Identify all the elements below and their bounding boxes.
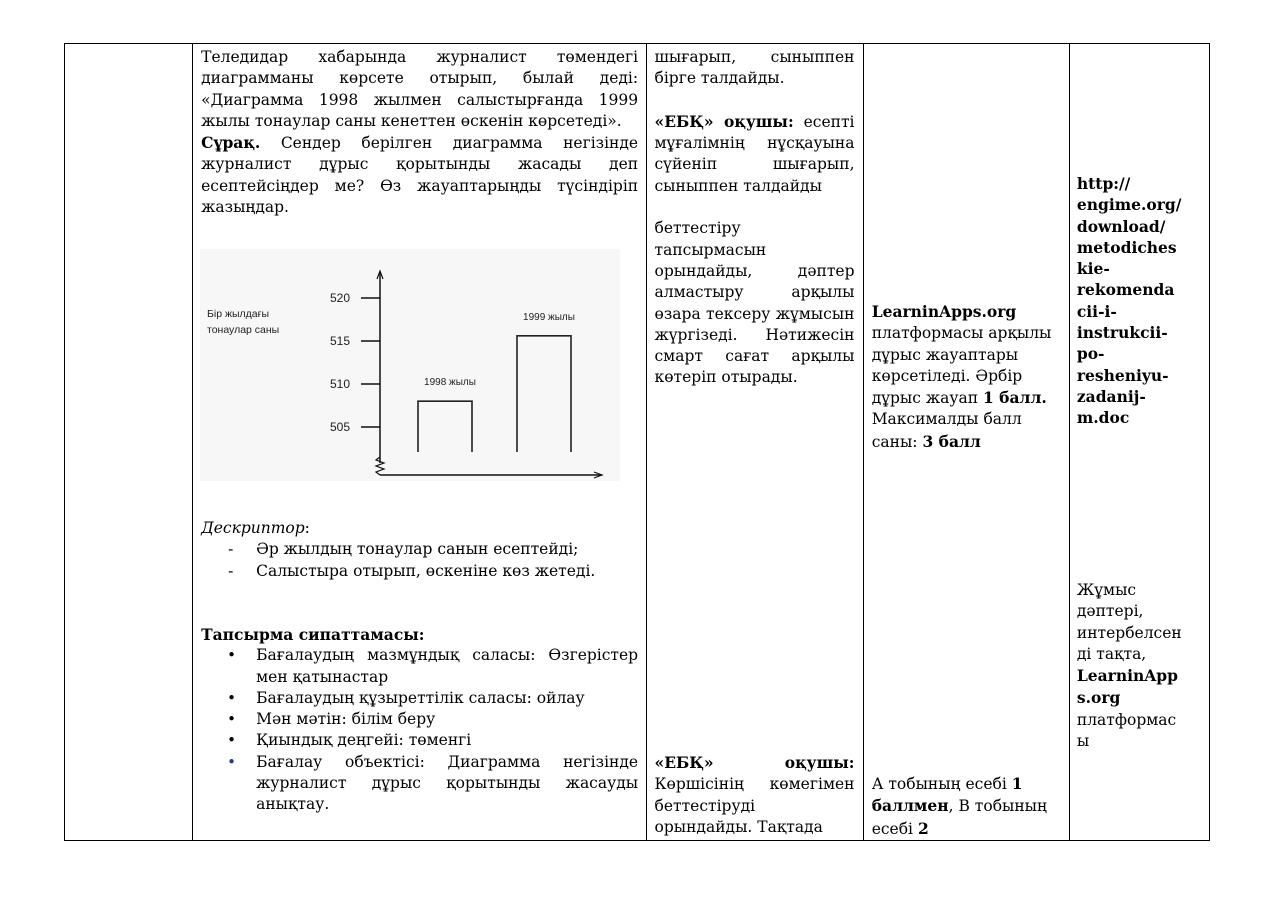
- student-p2: [655, 111, 855, 197]
- chart-ylabel-line-2: тонаулар саны: [207, 324, 280, 336]
- group-b-text: , В тобының есебі: [871, 797, 1047, 838]
- assessment-point: 1 балл.: [982, 388, 1047, 408]
- descriptor-block: [201, 518, 638, 582]
- dash-marker: -: [228, 540, 234, 559]
- bullet-marker: •: [227, 731, 236, 750]
- student-activity-cell: [646, 44, 863, 841]
- assessment-max-score: 3 балл: [922, 431, 981, 451]
- chart-bar-label: 1998 жылы: [424, 377, 477, 389]
- url-line: m.doc: [1076, 408, 1130, 428]
- resources-cell: [1069, 44, 1209, 841]
- assessment-cell: [863, 44, 1069, 841]
- task-description-item: [201, 645, 638, 688]
- student-activity-block-1: [655, 47, 855, 389]
- question-label: Сұрақ.: [201, 133, 261, 153]
- descriptor-colon: :: [304, 519, 310, 537]
- bullet-marker: •: [227, 646, 236, 665]
- group-b-score: 2: [917, 818, 929, 838]
- url-line: engime.org/: [1076, 195, 1182, 215]
- task-description-text: Мән мәтін: білім беру: [256, 710, 436, 729]
- chart-tick-label: 520: [330, 291, 351, 305]
- chart-tick-label: 510: [330, 377, 351, 391]
- resource-url-link[interactable]: [1077, 173, 1207, 429]
- url-line: resheniyu-: [1076, 365, 1169, 385]
- group-a-score: 1 баллмен: [871, 774, 1023, 816]
- task-description-item: [201, 730, 638, 751]
- student-p2-text: есепті мұғалімнің нұсқауына сүйеніп шығарып, сыныппен талдайды: [654, 112, 855, 195]
- chart-background: [200, 249, 620, 481]
- bullet-marker: •: [227, 688, 236, 707]
- chart-tick-label: 505: [330, 420, 351, 434]
- resources-block: [1077, 580, 1207, 752]
- task-description-title: Тапсырма сипаттамасы:: [201, 625, 425, 644]
- student-p2-label: «ЕБҚ» оқушы:: [654, 111, 794, 131]
- assessment-text-1: платформасы арқылы дұрыс жауаптары көрсетіледі. Әрбір дұрыс жауап: [871, 324, 1052, 408]
- question-text: Сендер берілген диаграмма негізінде журналист дұрыс қорытынды жасады деп есептейсіңдер ме? Өз жауаптарыңды түсіндіріп жазыңдар.: [201, 134, 639, 217]
- task-intro-block: [201, 47, 638, 218]
- platform-name: LearninApps.org: [871, 302, 1017, 321]
- url-line: cii-i-: [1076, 301, 1117, 321]
- group-a-text: А тобының есебі: [871, 775, 1012, 793]
- task-description-text: Қиындық деңгейі: төменгі: [256, 731, 472, 750]
- url-line: zadanij-: [1076, 386, 1146, 406]
- assessment-text-2: Максималды балл саны:: [871, 410, 1022, 451]
- descriptor-item: [201, 561, 638, 582]
- task-description-list: [201, 645, 638, 815]
- url-line: http://: [1076, 174, 1131, 193]
- url-line: kie-: [1076, 259, 1110, 279]
- bullet-marker: •: [227, 710, 236, 729]
- task-description-item: [201, 709, 638, 730]
- robbery-bar-chart: [200, 249, 620, 481]
- chart-tick-label: 515: [330, 334, 351, 348]
- group-score-block: [872, 773, 1062, 840]
- descriptor-heading: [201, 518, 638, 539]
- student-p1: шығарып, сыныппен бірге талдайды.: [654, 48, 855, 88]
- descriptor-item: [201, 539, 638, 560]
- url-line: po-: [1076, 344, 1105, 364]
- task-description-block: [201, 624, 638, 816]
- resource-line: платформас: [1076, 710, 1177, 729]
- url-line: metodiches: [1076, 237, 1177, 257]
- resource-line: Жұмыс: [1076, 581, 1137, 599]
- chart-bar-label: 1999 жылы: [523, 311, 576, 323]
- descriptor-label: Дескриптор: [201, 519, 305, 537]
- resource-line: ы: [1076, 732, 1090, 751]
- url-line: download/: [1076, 216, 1166, 236]
- task-description-item: [201, 688, 638, 709]
- chart-ylabel-line-1: Бір жылдағы: [207, 308, 270, 320]
- task-description-text: Бағалау объектісі: Диаграмма негізінде журналист дұрыс қорытынды жасауды анықтау.: [256, 752, 639, 814]
- descriptor-text: Әр жылдың тонаулар санын есептейді;: [256, 540, 579, 559]
- resource-platform-line: LearninApp: [1076, 666, 1178, 686]
- student-p3: беттестіру тапсырмасын орындайды, дәптер алмастыру арқылы өзара тексеру жұмысын жүргізеді. Нәтижесін смарт сағат арқылы көтеріп отырады.: [654, 219, 855, 387]
- url-line: instrukcii-: [1076, 323, 1168, 343]
- resource-platform-line: s.org: [1076, 688, 1121, 708]
- task-description-item: [201, 752, 638, 816]
- stage-cell: [65, 44, 193, 841]
- descriptor-list: [201, 539, 638, 582]
- dash-marker: -: [228, 561, 234, 580]
- assessment-block: [872, 301, 1062, 453]
- task-cell: [193, 44, 646, 841]
- task-description-text: Бағалаудың мазмұндық саласы: Өзгерістер мен қатынастар: [256, 646, 639, 686]
- student-p4-text: Көршісінің көмегімен беттестіруді орындайды. Тақтада: [654, 775, 855, 836]
- resource-line: дәптері,: [1076, 602, 1144, 621]
- lesson-plan-table: [64, 43, 1210, 841]
- task-intro: Теледидар хабарында журналист төмендегі диаграмманы көрсете отырып, былай деді: «Диаграмма 1998 жылмен салыстырғанда 1999 жылы тонаулар саны кенеттен өскенін көрсетеді».: [201, 48, 639, 130]
- task-description-text: Бағалаудың құзыреттілік саласы: ойлау: [256, 688, 585, 707]
- descriptor-text: Салыстыра отырып, өскеніне көз жетеді.: [256, 561, 596, 580]
- url-line: rekomenda: [1076, 280, 1175, 300]
- bullet-marker: •: [227, 752, 236, 771]
- resource-line: ді тақта,: [1076, 644, 1147, 663]
- student-activity-block-2: [655, 752, 855, 838]
- resource-line: интербелсен: [1076, 623, 1182, 642]
- student-p4-label: «ЕБҚ» оқушы:: [654, 753, 855, 772]
